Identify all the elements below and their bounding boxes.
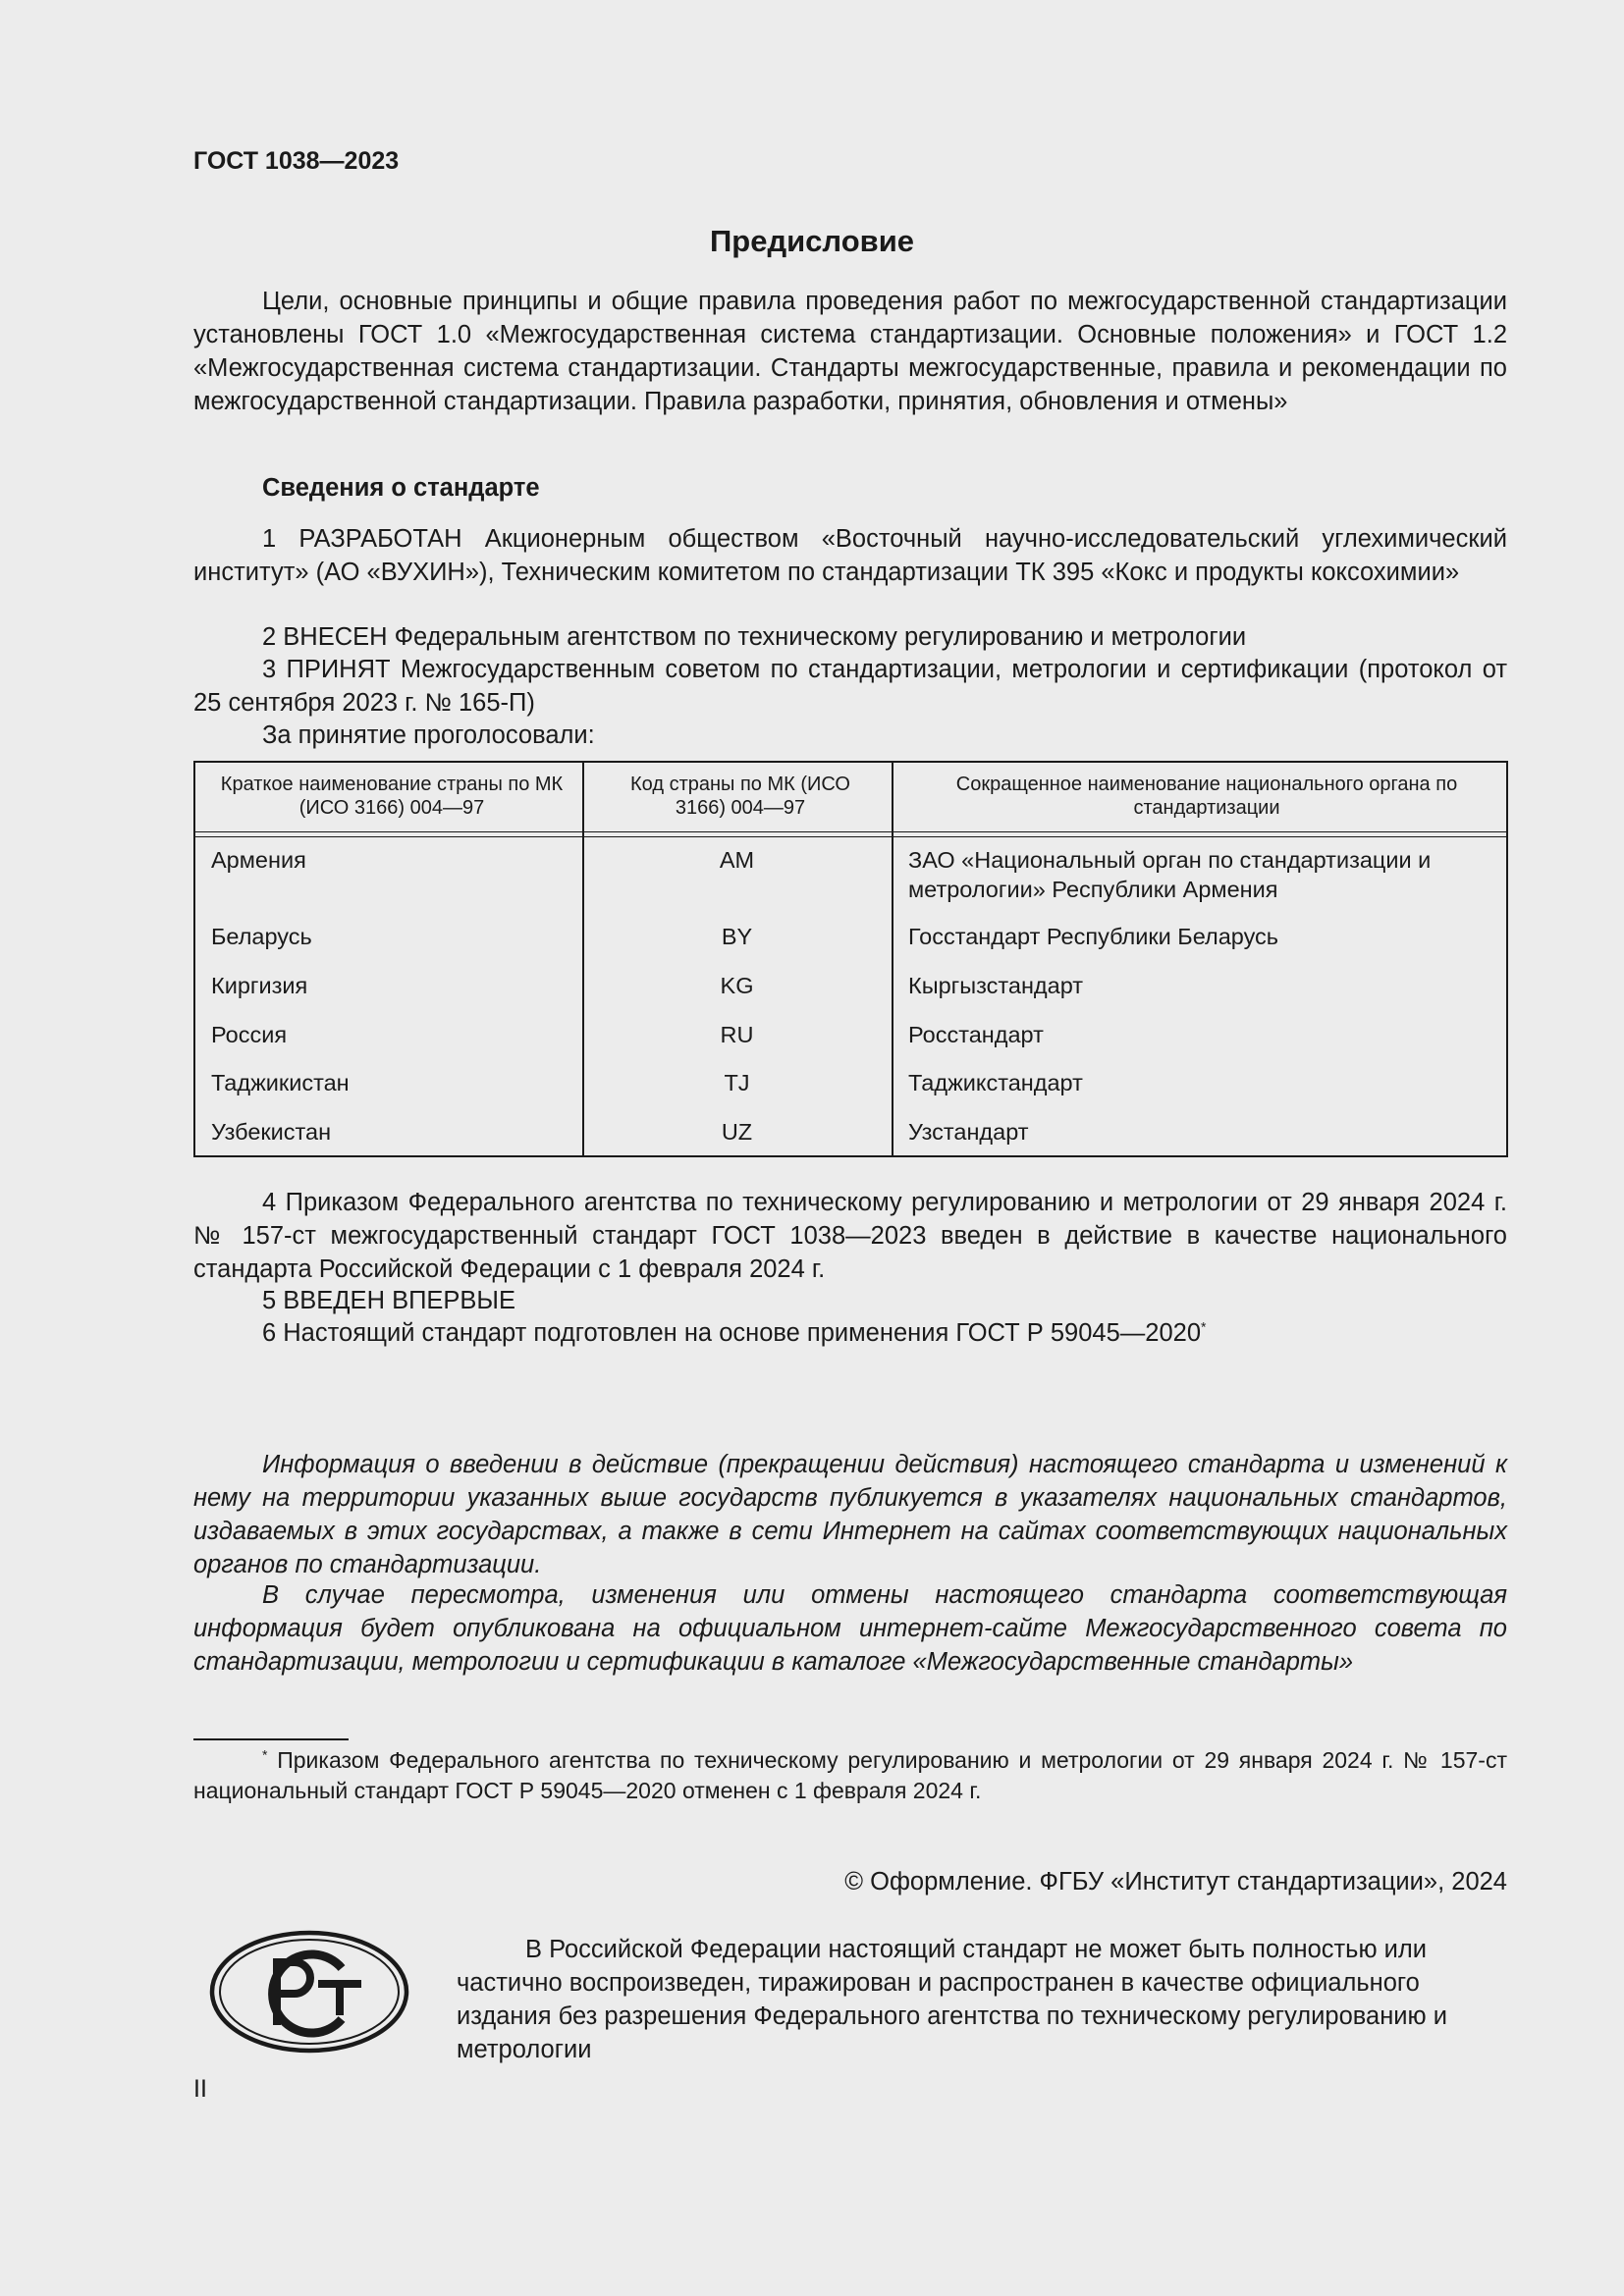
item-4: 4 Приказом Федерального агентства по техническому регулированию и метрологии от 29 января 2024 г. № 157-ст межгосударственный стандарт ГОСТ 1038—2023 введен в действие в качестве национального стандарта Российской Федерации с 1 февраля 2024 г.: [193, 1189, 1507, 1283]
item-3: 3 ПРИНЯТ Межгосударственным советом по стандартизации, метрологии и сертификации (протокол от 25 сентября 2023 г. № 165-П): [193, 656, 1507, 717]
italic-info-paragraph-1: Информация о введении в действие (прекращении действия) настоящего стандарта и изменений к нему на территории указанных выше государств публикуется в указателях национальных стандартов, издаваемых в этих государствах, а также в сети Интернет на сайтах соответствующих национальных органов по стандартизации.: [193, 1451, 1507, 1578]
table-cell-country: Армения: [211, 847, 306, 873]
table-cell-body: Росстандарт: [908, 1022, 1044, 1047]
table-cell-country: Беларусь: [211, 924, 312, 949]
footnote-mark: *: [262, 1746, 268, 1763]
page-number: II: [193, 2075, 207, 2103]
column-header-code: Код страны по МК (ИСО 3166) 004—97: [630, 774, 850, 819]
table-cell-body: Госстандарт Республики Беларусь: [908, 924, 1279, 949]
footnote: [193, 1745, 1507, 1806]
header-rule: [195, 836, 1506, 837]
column-header-body: Сокращенное наименование национального органа по стандартизации: [955, 774, 1458, 819]
table-cell-code: AM: [719, 847, 755, 873]
voted-label: За принятие проголосовали:: [262, 721, 595, 749]
item-5: 5 ВВЕДЕН ВПЕРВЫЕ: [262, 1287, 516, 1314]
item-6-text: 6 Настоящий стандарт подготовлен на основе применения ГОСТ Р 59045—2020: [262, 1319, 1202, 1347]
table-divider: [892, 763, 893, 1155]
footnote-reference: *: [1201, 1318, 1207, 1335]
column-header-country: Краткое наименование страны по МК (ИСО 3166) 004—97: [220, 774, 564, 819]
copyright-notice: © Оформление. ФГБУ «Институт стандартизации», 2024: [844, 1868, 1507, 1896]
table-cell-body: ЗАО «Национальный орган по стандартизации и метрологии» Республики Армения: [908, 847, 1432, 902]
table-cell-body: Таджикстандарт: [908, 1070, 1083, 1095]
item-2: 2 ВНЕСЕН Федеральным агентством по техническому регулированию и метрологии: [262, 623, 1247, 651]
copyright-restriction-notice: В Российской Федерации настоящий стандарт не может быть полностью или частично воспроизведен, тиражирован и распространен в качестве официального издания без разрешения Федерального агентства по техническому регулированию и метрологии: [457, 1936, 1447, 2063]
table-cell-code: TJ: [724, 1070, 750, 1095]
header-rule: [195, 831, 1506, 832]
table-cell-code: RU: [720, 1022, 754, 1047]
footnote-separator: [193, 1738, 349, 1740]
info-heading: Сведения о стандарте: [262, 474, 540, 502]
table-cell-body: Узстандарт: [908, 1119, 1029, 1145]
document-code: ГОСТ 1038—2023: [193, 147, 400, 175]
intro-paragraph: Цели, основные принципы и общие правила проведения работ по межгосударственной стандартизации установлены ГОСТ 1.0 «Межгосударственная система стандартизации. Основные положения» и ГОСТ 1.2 «Межгосударственная система стандартизации. Стандарты межгосударственные, правила и рекомендации по межгосударственной стандартизации. Правила разработки, принятия, обновления и отмены»: [193, 288, 1507, 415]
italic-info-paragraph-2: В случае пересмотра, изменения или отмены настоящего стандарта соответствующая информация будет опубликована на официальном интернет-сайте Межгосударственного совета по стандартизации, метрологии и сертификации в каталоге «Межгосударственные стандарты»: [193, 1581, 1507, 1676]
table-cell-code: BY: [721, 924, 753, 949]
table-cell-country: Киргизия: [211, 973, 308, 998]
item-6: [193, 1316, 1507, 1350]
item-1: 1 РАЗРАБОТАН Акционерным обществом «Восточный научно-исследовательский углехимический институт» (АО «ВУХИН»), Техническим комитетом по стандартизации ТК 395 «Кокс и продукты коксохимии»: [193, 525, 1507, 586]
rst-certification-mark-icon: [208, 1929, 410, 2055]
page-title: Предисловие: [709, 224, 914, 258]
table-cell-country: Узбекистан: [211, 1119, 332, 1145]
table-cell-code: UZ: [721, 1119, 753, 1145]
table-cell-code: KG: [720, 973, 754, 998]
voting-table: [193, 761, 1508, 1157]
table-cell-body: Кыргызстандарт: [908, 973, 1084, 998]
table-cell-country: Таджикистан: [211, 1070, 350, 1095]
footnote-text: Приказом Федерального агентства по техническому регулированию и метрологии от 29 января 2024 г. № 157-ст национальный стандарт ГОСТ Р 59045—2020 отменен с 1 февраля 2024 г.: [193, 1747, 1507, 1803]
table-cell-country: Россия: [211, 1022, 288, 1047]
